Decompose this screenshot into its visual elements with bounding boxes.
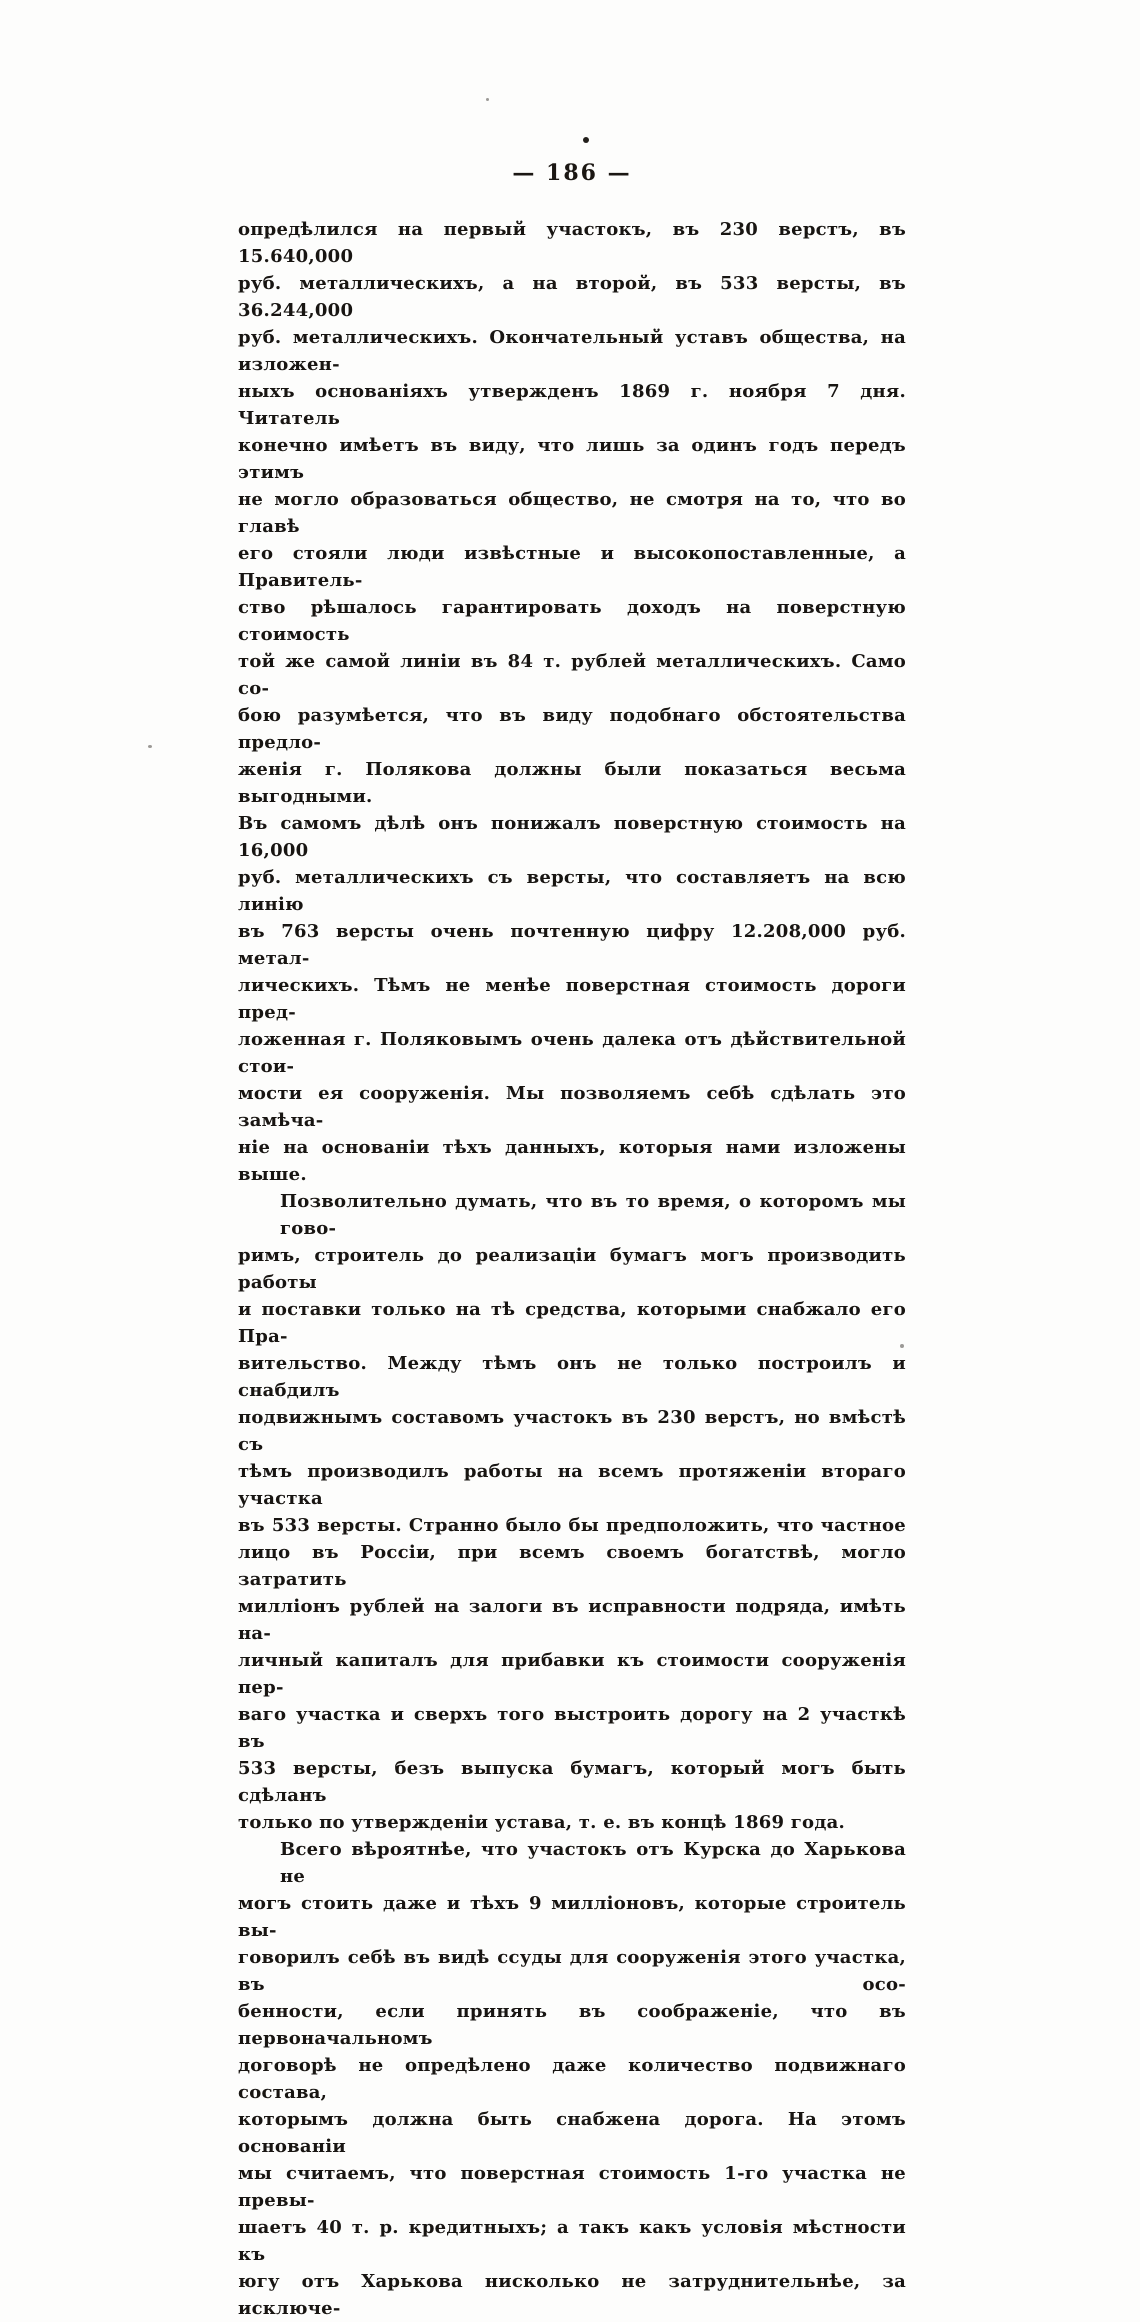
text-line: 533 версты, безъ выпуска бумагъ, который могъ быть сдѣланъ [238, 1758, 906, 1806]
text-line: бенности, если принять въ соображеніе, что въ первоначальномъ [238, 2001, 906, 2049]
text-line: ніе на основаніи тѣхъ данныхъ, которыя нами изложены выше. [238, 1137, 906, 1185]
text-line: римъ, строитель до реализаціи бумагъ могъ производить работы [238, 1245, 906, 1293]
text-line: женія г. Полякова должны были показаться весьма выгодными. [238, 759, 906, 807]
text-line: Позволительно думать, что въ то время, о которомъ мы гово- [280, 1191, 906, 1239]
ink-speck [486, 98, 489, 101]
text-line: тѣмъ производилъ работы на всемъ протяженіи втораго участка [238, 1461, 906, 1509]
text-line: конечно имѣетъ въ виду, что лишь за одинъ годъ передъ этимъ [238, 435, 906, 483]
text-line: руб. металлическихъ съ версты, что составляетъ на всю линію [238, 867, 906, 915]
paragraph [238, 1188, 906, 1836]
text-line: ложенная г. Поляковымъ очень далека отъ дѣйствительной стои- [238, 1029, 906, 1077]
text-line: не могло образоваться общество, не смотря на то, что во главѣ [238, 489, 906, 537]
ink-speck [583, 137, 589, 143]
paragraph [238, 1836, 906, 2322]
text-line: ство рѣшалось гарантировать доходъ на поверстную стоимость [238, 597, 906, 645]
text-line: въ 533 версты. Странно было бы предположить, что частное [238, 1515, 906, 1536]
text-line: опредѣлился на первый участокъ, въ 230 верстъ, въ 15.640,000 [238, 219, 906, 267]
text-line: милліонъ рублей на залоги въ исправности подряда, имѣть на- [238, 1596, 906, 1644]
text-line: въ 763 версты очень почтенную цифру 12.208,000 руб. метал- [238, 921, 906, 969]
text-line: и поставки только на тѣ средства, которыми снабжало его Пра- [238, 1299, 906, 1347]
page-number: — 186 — [512, 160, 632, 186]
text-line: подвижнымъ составомъ участокъ въ 230 верстъ, но вмѣстѣ съ [238, 1407, 906, 1455]
text-block [238, 216, 906, 2322]
text-line: мы считаемъ, что поверстная стоимость 1-го участка не превы- [238, 2163, 906, 2211]
text-line: ваго участка и сверхъ того выстроить дорогу на 2 участкѣ въ [238, 1704, 906, 1752]
text-line: шаетъ 40 т. р. кредитныхъ; а такъ какъ условія мѣстности къ [238, 2217, 906, 2265]
text-line: Въ самомъ дѣлѣ онъ понижалъ поверстную стоимость на 16,000 [238, 813, 906, 861]
text-line: руб. металлическихъ. Окончательный уставъ общества, на изложен- [238, 327, 906, 375]
text-line: бою разумѣется, что въ виду подобнаго обстоятельства предло- [238, 705, 906, 753]
text-line: договорѣ не опредѣлено даже количество подвижнаго состава, [238, 2055, 906, 2103]
text-line: югу отъ Харькова нисколько не затруднительнѣе, за исключе- [238, 2271, 906, 2319]
text-line: лицо въ Россіи, при всемъ своемъ богатствѣ, могло затратить [238, 1542, 906, 1590]
text-line: могъ стоить даже и тѣхъ 9 милліоновъ, которые строитель вы- [238, 1893, 906, 1941]
text-line: Всего вѣроятнѣе, что участокъ отъ Курска до Харькова не [280, 1839, 906, 1887]
text-line: его стояли люди извѣстные и высокопоставленные, а Правитель- [238, 543, 906, 591]
text-line: той же самой линіи въ 84 т. рублей металлическихъ. Само со- [238, 651, 906, 699]
text-line: которымъ должна быть снабжена дорога. На этомъ основаніи [238, 2109, 906, 2157]
text-line: только по утвержденіи устава, т. е. въ концѣ 1869 года. [238, 1812, 845, 1833]
text-line: личный капиталъ для прибавки къ стоимости сооруженія пер- [238, 1650, 906, 1698]
text-line: говорилъ себѣ въ видѣ ссуды для сооруженія этого участка, въ осо- [238, 1947, 906, 1995]
text-line: руб. металлическихъ, а на второй, въ 533 версты, въ 36.244,000 [238, 273, 906, 321]
paragraph [238, 216, 906, 1188]
text-line: ныхъ основаніяхъ утвержденъ 1869 г. ноября 7 дня. Читатель [238, 381, 906, 429]
text-line: мости ея сооруженія. Мы позволяемъ себѣ сдѣлать это замѣча- [238, 1083, 906, 1131]
text-line: вительство. Между тѣмъ онъ не только построилъ и снабдилъ [238, 1353, 906, 1401]
text-line: лическихъ. Тѣмъ не менѣе поверстная стоимость дороги пред- [238, 975, 906, 1023]
ink-speck [148, 745, 152, 748]
